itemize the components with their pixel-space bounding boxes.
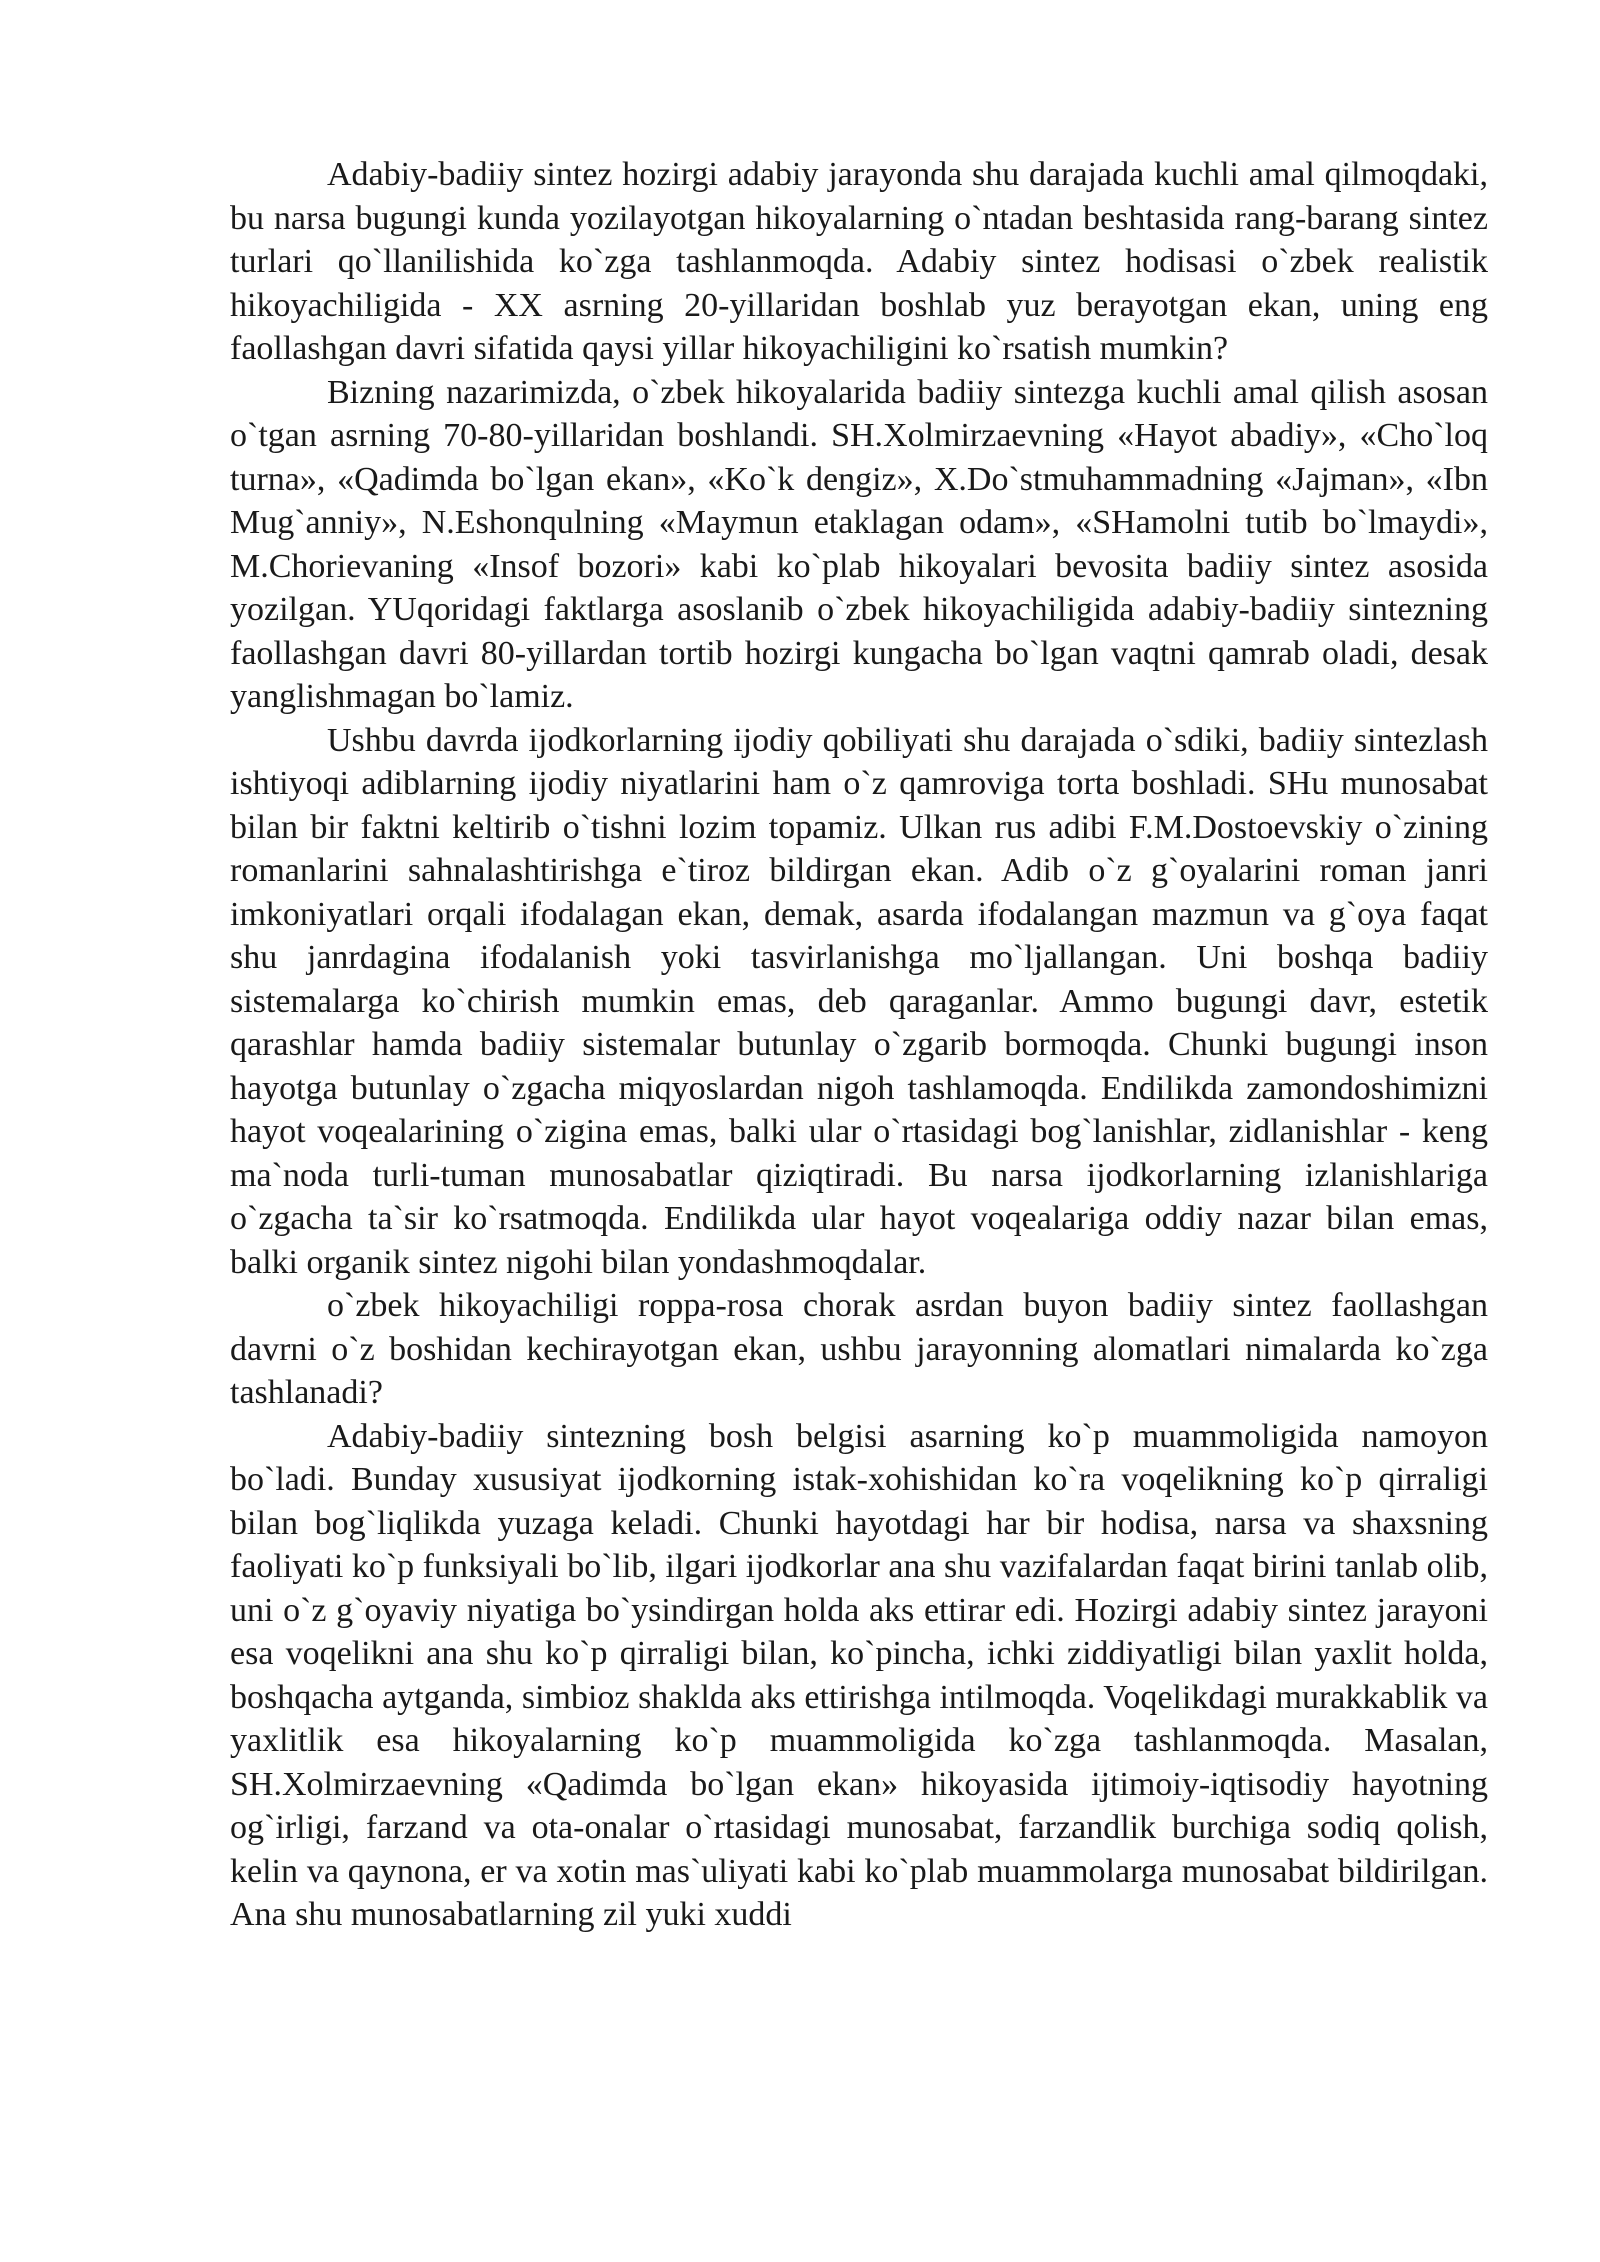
paragraph-3: Ushbu davrda ijodkorlarning ijodiy qobiliyati shu darajada o`sdiki, badiiy sintezlash ishtiyoqi adiblarning ijodiy niyatlarini ham o`z qamroviga torta boshladi. SHu munosabat bilan bir faktni keltirib o`tishni lozim topamiz. Ulkan rus adibi F.M.Dostoevskiy o`zining romanlarini sahnalashtirishga e`tiroz bildirgan ekan. Adib o`z g`oyalarini roman janri imkoniyatlari orqali ifodalagan ekan, demak, asarda ifodalangan mazmun va g`oya faqat shu janrdagina ifodalanish yoki tasvirlanishga mo`ljallangan. Uni boshqa badiiy sistemalarga ko`chirish mumkin emas, deb qaraganlar. Ammo bugungi davr, estetik qarashlar hamda badiiy sistemalar butunlay o`zgarib bormoqda. Chunki bugungi inson hayotga butunlay o`zgacha miqyoslardan nigoh tashlamoqda. Endilikda zamondoshimizni hayot voqealarining o`zigina emas, balki ular o`rtasidagi bog`lanishlar, zidlanishlar - keng ma`noda turli-tuman munosabatlar qiziqtiradi. Bu narsa ijodkorlarning izlanishlariga o`zgacha ta`sir ko`rsatmoqda. Endilikda ular hayot voqealariga oddiy nazar bilan emas, balki organik sintez nigohi bilan yondashmoqdalar. [230,721,1488,1281]
paragraph-1: Adabiy-badiiy sintez hozirgi adabiy jarayonda shu darajada kuchli amal qilmoqdaki, bu narsa bugungi kunda yozilayotgan hikoyalarning o`ntadan beshtasida rang-barang sintez turlari qo`llanilishida ko`zga tashlanmoqda. Adabiy sintez hodisasi o`zbek realistik hikoyachiligida - XX asrning 20-yillaridan boshlab yuz berayotgan ekan, uning eng faollashgan davri sifatida qaysi yillar hikoyachiligini ko`rsatish mumkin? [230,156,1488,367]
paragraph-4: o`zbek hikoyachiligi roppa-rosa chorak asrdan buyon badiiy sintez faollashgan davrni o`z boshidan kechirayotgan ekan, ushbu jarayonning alomatlari nimalarda ko`zga tashlanadi? [230,1287,1488,1411]
paragraph-2: Bizning nazarimizda, o`zbek hikoyalarida badiiy sintezga kuchli amal qilish asosan o`tgan asrning 70-80-yillaridan boshlandi. SH.Xolmirzaevning «Hayot abadiy», «Cho`loq turna», «Qadimda bo`lgan ekan», «Ko`k dengiz», X.Do`stmuhammadning «Jajman», «Ibn Mug`anniy», N.Eshonqulning «Maymun etaklagan odam», «SHamolni tutib bo`lmaydi», M.Chorievaning «Insof bozori» kabi ko`plab hikoyalari bevosita badiiy sintez asosida yozilgan. YUqoridagi faktlarga asoslanib o`zbek hikoyachiligida adabiy-badiiy sintezning faollashgan davri 80-yillardan tortib hozirgi kungacha bo`lgan vaqtni qamrab oladi, desak yanglishmagan bo`lamiz. [230,373,1488,715]
paragraph-5: Adabiy-badiiy sintezning bosh belgisi asarning ko`p muammoligida namoyon bo`ladi. Bunday xususiyat ijodkorning istak-xohishidan ko`ra voqelikning ko`p qirraligi bilan bog`liqlikda yuzaga keladi. Chunki hayotdagi har bir hodisa, narsa va shaxsning faoliyati ko`p funksiyali bo`lib, ilgari ijodkorlar ana shu vazifalardan faqat birini tanlab olib, uni o`z g`oyaviy niyatiga bo`ysindirgan holda aks ettirar edi. Hozirgi adabiy sintez jarayoni esa voqelikni ana shu ko`p qirraligi bilan, ko`pincha, ichki ziddiyatligi bilan yaxlit holda, boshqacha aytganda, simbioz shaklda aks ettirishga intilmoqda. Voqelikdagi murakkablik va yaxlitlik esa hikoyalarning ko`p muammoligida ko`zga tashlanmoqda. Masalan, SH.Xolmirzaevning «Qadimda bo`lgan ekan» hikoyasida ijtimoiy-iqtisodiy hayotning og`irligi, farzand va ota-onalar o`rtasidagi munosabat, farzandlik burchiga sodiq qolish, kelin va qaynona, er va xotin mas`uliyati kabi ko`plab muammolarga munosabat bildirilgan. Ana shu munosabatlarning zil yuki xuddi [230,1417,1488,1933]
body-text [230,153,1488,1937]
